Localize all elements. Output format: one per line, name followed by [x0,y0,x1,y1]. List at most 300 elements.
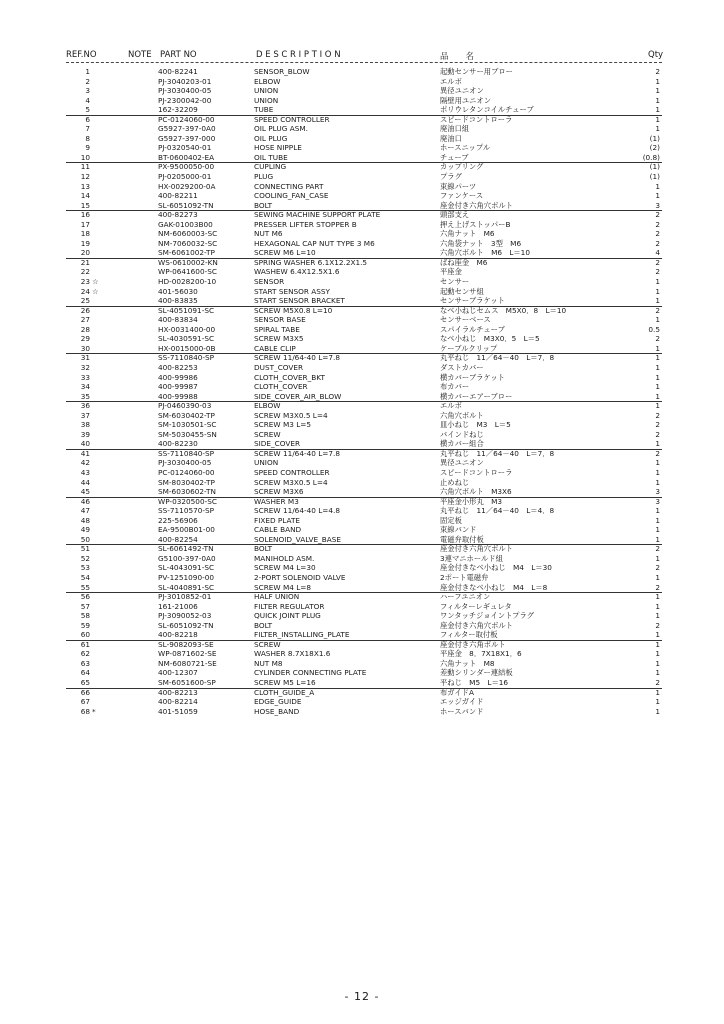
cell-jp-name: 座金付き六角穴ボルト [440,544,513,554]
table-row [0,697,724,707]
cell-description: CABLE BAND [254,525,302,535]
cell-ref-no: 32 [80,362,90,372]
cell-jp-name: 座金付きなべ小ねじ M4 L＝30 [440,563,552,573]
cell-quantity: 2 [655,410,660,420]
cell-description: SCREW [254,429,281,439]
cell-quantity: 1 [655,277,660,287]
cell-jp-name: 電磁弁取付板 [440,534,484,544]
cell-part-no: SL-6051092-TN [158,620,214,630]
cell-part-no: 400-12307 [158,668,198,678]
cell-ref-no: 68 [80,706,90,716]
cell-description: HALF UNION [254,592,300,602]
cell-part-no: PJ-0460390-03 [158,401,212,411]
cell-part-no: 400-83834 [158,315,198,325]
table-row [0,172,724,182]
cell-jp-name: 丸平ねじ 11／64－40 L＝7．8 [440,353,555,363]
cell-description: NUT M8 [254,658,283,668]
cell-ref-no: 5 [85,105,90,115]
cell-jp-name: フィルターレギュレタ [440,601,512,611]
cell-jp-name: スパイラルチューブ [440,324,505,334]
cell-quantity: (2) [649,143,660,153]
cell-ref-no: 9 [85,143,90,153]
cell-part-no: 400-82214 [158,697,198,707]
cell-ref-no: 56 [80,592,90,602]
cell-description: UNION [254,86,279,96]
cell-description: SPEED CONTROLLER [254,114,330,124]
cell-jp-name: 六角ナット M6 [440,229,495,239]
header-description: D E S C R I P T I O N [256,50,341,60]
cell-part-no: PJ-3040203-01 [158,76,212,86]
cell-ref-no: 54 [80,572,90,582]
header-ref-no: REF.NO [66,50,97,60]
cell-ref-no: 47 [80,506,90,516]
table-row [0,277,724,287]
cell-jp-name: 異径ユニオン [440,86,484,96]
table-row [0,478,724,488]
table-row [0,611,724,621]
cell-jp-name: 六角穴ボルト [440,410,484,420]
header-qty: Qty [648,50,664,60]
cell-ref-no: 44 [80,477,90,487]
cell-part-no: G5927-397-000 [158,133,216,143]
cell-part-no: PJ-3030400-05 [158,86,212,96]
cell-ref-no: 39 [80,429,90,439]
cell-quantity: 2 [655,219,660,229]
cell-part-no: WP-0871602-SE [158,649,217,659]
table-row [0,153,724,163]
cell-part-no: PJ-3030400-05 [158,458,212,468]
cell-part-no: 401-56030 [158,286,198,296]
cell-ref-no: 10 [80,152,90,162]
cell-jp-name: ファンケース [440,191,484,201]
table-row [0,373,724,383]
cell-description: SIDE_COVER_AIR_BLOW [254,391,342,401]
cell-ref-no: 31 [80,353,90,363]
cell-jp-name: 六角袋ナット 3型 M6 [440,238,522,248]
cell-part-no: GAK-01003B00 [158,219,213,229]
table-row [0,668,724,678]
cell-jp-name: ケーブルクリップ [440,343,498,353]
cell-jp-name: ホースニップル [440,143,491,153]
cell-quantity: 3 [655,496,660,506]
cell-part-no: G5100-397-0A0 [158,553,216,563]
cell-part-no: PJ-0320540-01 [158,143,212,153]
cell-description: EDGE_GUIDE [254,697,302,707]
cell-description: PLUG [254,172,274,182]
cell-description: SCREW M6 L=10 [254,248,316,258]
cell-quantity: 1 [655,467,660,477]
cell-description: SCREW 11/64-40 L=7.8 [254,448,340,458]
cell-ref-no: 61 [80,639,90,649]
cell-ref-no: 23 [80,277,90,287]
cell-jp-name: ばね座金 M6 [440,257,488,267]
cell-quantity: 1 [655,124,660,134]
cell-ref-no: 12 [80,172,90,182]
table-row [0,239,724,249]
cell-jp-name: 布ガイドA [440,687,474,697]
cell-description: TUBE [254,105,274,115]
cell-description: CONNECTING PART [254,181,324,191]
cell-quantity: 2 [655,448,660,458]
cell-quantity: 1 [655,343,660,353]
cell-jp-name: ハーフユニオン [440,592,491,602]
cell-quantity: 1 [655,439,660,449]
cell-ref-no: 45 [80,487,90,497]
cell-description: CLOTH_GUIDE_A [254,687,315,697]
cell-quantity: 1 [655,181,660,191]
cell-note-mark: ☆ [92,286,99,296]
cell-part-no: 400-82213 [158,687,198,697]
cell-ref-no: 42 [80,458,90,468]
cell-quantity: 1 [655,114,660,124]
cell-quantity: 1 [655,191,660,201]
cell-description: SCREW M3X5 [254,334,304,344]
cell-jp-name: 頭部支え [440,210,470,220]
cell-ref-no: 8 [85,133,90,143]
cell-jp-name: 2ポート電磁弁 [440,572,489,582]
cell-quantity: 2 [655,305,660,315]
cell-jp-name: 平座金 8．7X18X1．6 [440,649,522,659]
cell-ref-no: 13 [80,181,90,191]
cell-description: PRESSER LIFTER STOPPER B [254,219,357,229]
cell-description: FILTER REGULATOR [254,601,325,611]
cell-part-no: HX-0031400-00 [158,324,216,334]
cell-description: ELBOW [254,76,281,86]
cell-part-no: PJ-0205000-01 [158,172,212,182]
cell-description: SPIRAL TABE [254,324,300,334]
cell-part-no: NM-7060032-SC [158,238,218,248]
cell-quantity: 2 [655,582,660,592]
table-row [0,182,724,192]
cell-ref-no: 3 [85,86,90,96]
cell-ref-no: 40 [80,439,90,449]
cell-jp-name: センサーベース [440,315,491,325]
cell-quantity: 1 [655,553,660,563]
cell-part-no: 400-82211 [158,191,198,201]
cell-quantity: 2 [655,67,660,76]
cell-jp-name: エルボ [440,401,462,411]
cell-quantity: 1 [655,630,660,640]
cell-jp-name: 平座金小形丸 M3 [440,496,503,506]
table-row [0,592,724,602]
cell-quantity: 1 [655,401,660,411]
cell-ref-no: 18 [80,229,90,239]
cell-quantity: 1 [655,105,660,115]
cell-jp-name: チューブ [440,152,469,162]
cell-quantity: 1 [655,687,660,697]
cell-ref-no: 19 [80,238,90,248]
table-row [0,86,724,96]
cell-description: UNION [254,95,279,105]
cell-ref-no: 16 [80,210,90,220]
cell-ref-no: 46 [80,496,90,506]
cell-part-no: 162-32209 [158,105,198,115]
table-row [0,363,724,373]
cell-jp-name: 丸平ねじ 11／64－40 L＝4．8 [440,506,555,516]
cell-description: CLOTH_COVER_BKT [254,372,325,382]
cell-description: SENSOR_BLOW [254,67,310,76]
cell-ref-no: 26 [80,305,90,315]
cell-part-no: PJ-3010852-01 [158,592,212,602]
table-row [0,544,724,554]
cell-quantity: 1 [655,697,660,707]
cell-quantity: 1 [655,391,660,401]
cell-quantity: 2 [655,620,660,630]
cell-quantity: 1 [655,592,660,602]
cell-description: SCREW M3X0.5 L=4 [254,410,328,420]
cell-quantity: 2 [655,210,660,220]
table-row [0,563,724,573]
cell-part-no: WP-0641600-SC [158,267,217,277]
table-row [0,659,724,669]
cell-jp-name: なべ小ねじセムス M5X0．8 L＝10 [440,305,567,315]
cell-description: FILTER_INSTALLING_PLATE [254,630,350,640]
cell-quantity: 1 [655,658,660,668]
cell-part-no: 400-82254 [158,534,198,544]
cell-quantity: 1 [655,95,660,105]
table-row [0,124,724,134]
table-row [0,344,724,354]
table-row [0,162,724,172]
cell-ref-no: 22 [80,267,90,277]
cell-quantity: 1 [655,315,660,325]
cell-quantity: 1 [655,353,660,363]
cell-description: START SENSOR BRACKET [254,296,345,306]
cell-part-no: PC-0124060-00 [158,467,215,477]
cell-jp-name: 丸平ねじ 11／64－40 L＝7．8 [440,448,555,458]
cell-ref-no: 20 [80,248,90,258]
cell-jp-name: 皿小ねじ M3 L＝5 [440,420,511,430]
cell-description: OIL TUBE [254,152,288,162]
cell-ref-no: 29 [80,334,90,344]
cell-ref-no: 41 [80,448,90,458]
cell-quantity: 2 [655,563,660,573]
table-row [0,602,724,612]
cell-ref-no: 4 [85,95,90,105]
cell-description: SCREW 11/64-40 L=4.8 [254,506,340,516]
cell-jp-name: 隔壁用ユニオン [440,95,492,105]
cell-quantity: 1 [655,611,660,621]
table-row [0,143,724,153]
cell-jp-name: 廃油口 [440,133,462,143]
cell-note-mark: * [92,706,96,716]
cell-quantity: 3 [655,487,660,497]
cell-description: SCREW M3 L=5 [254,420,312,430]
cell-description: SENSOR BASE [254,315,306,325]
cell-jp-name: 起動センサ組 [440,286,484,296]
cell-ref-no: 55 [80,582,90,592]
cell-quantity: 1 [655,372,660,382]
cell-part-no: NM-6060003-SC [158,229,218,239]
cell-ref-no: 49 [80,525,90,535]
cell-ref-no: 1 [85,67,90,76]
cell-jp-name: 横カバー組合 [440,439,484,449]
cell-description: SENSOR [254,277,285,287]
table-row [0,573,724,583]
cell-jp-name: 束線バンド [440,525,477,535]
cell-description: SCREW M3X6 [254,487,304,497]
cell-part-no: SL-4043091-SC [158,563,215,573]
cell-jp-name: ポリウレタンコイルチューブ [440,105,534,115]
cell-part-no: 400-83835 [158,296,198,306]
cell-ref-no: 43 [80,467,90,477]
cell-quantity: 1 [655,601,660,611]
cell-part-no: SS-7110840-SP [158,448,215,458]
table-row [0,649,724,659]
table-row [0,554,724,564]
cell-jp-name: ワンタッチジョイントプラグ [440,611,535,621]
cell-part-no: SM-1030501-SC [158,420,217,430]
cell-description: SCREW M4 L=8 [254,582,312,592]
table-row [0,392,724,402]
cell-part-no: SL-4040891-SC [158,582,215,592]
cell-description: OIL PLUG [254,133,288,143]
page-number: - 12 - [344,990,380,1003]
cell-quantity: 1 [655,525,660,535]
cell-ref-no: 21 [80,257,90,267]
cell-jp-name: 廃油口組 [440,124,470,134]
table-row [0,468,724,478]
cell-jp-name: なべ小ねじ M3X0．5 L＝5 [440,334,540,344]
cell-part-no: 401-51059 [158,706,198,716]
cell-jp-name: バインドねじ [440,429,484,439]
cell-jp-name: 座金付き六角穴ボルト [440,620,513,630]
cell-quantity: (1) [649,172,660,182]
cell-part-no: SL-9082093-SE [158,639,214,649]
cell-ref-no: 60 [80,630,90,640]
cell-part-no: WP-0320500-SC [158,496,217,506]
cell-ref-no: 17 [80,219,90,229]
cell-ref-no: 34 [80,382,90,392]
cell-part-no: HD-0028200-10 [158,277,217,287]
table-row [0,583,724,593]
cell-part-no: 400-82230 [158,439,198,449]
cell-ref-no: 58 [80,611,90,621]
cell-description: FIXED PLATE [254,515,301,525]
cell-ref-no: 57 [80,601,90,611]
cell-part-no: WS-0610002-KN [158,257,218,267]
cell-jp-name: 座金付き六角ボルト [440,639,506,649]
cell-jp-name: 横カバーエアーブロー [440,391,513,401]
table-row [0,134,724,144]
cell-description: SCREW M5X0.8 L=10 [254,305,333,315]
cell-description: SOLENOID_VALVE_BASE [254,534,341,544]
table-row [0,458,724,468]
cell-quantity: 2 [655,334,660,344]
cell-quantity: 1 [655,506,660,516]
cell-jp-name: フィルター取付板 [440,630,498,640]
cell-jp-name: センサーブラケット [440,296,505,306]
cell-jp-name: ホースバンド [440,706,484,716]
cell-description: HOSE_BAND [254,706,300,716]
cell-description: SCREW M3X0.5 L=4 [254,477,328,487]
table-row [0,315,724,325]
cell-quantity: 4 [655,248,660,258]
cell-jp-name: プラグ [440,172,462,182]
table-row [0,201,724,211]
cell-quantity: 2 [655,429,660,439]
cell-jp-name: 止めねじ [440,477,470,487]
cell-description: WASHER 8.7X18X1.6 [254,649,331,659]
cell-ref-no: 27 [80,315,90,325]
cell-part-no: 161-21006 [158,601,198,611]
cell-part-no: SM-6061002-TP [158,248,215,258]
cell-ref-no: 30 [80,343,90,353]
cell-part-no: HX-0015000-0B [158,343,216,353]
cell-jp-name: 六角穴ボルト M6 L＝10 [440,248,530,258]
cell-description: HOSE NIPPLE [254,143,302,153]
cell-ref-no: 38 [80,420,90,430]
table-row [0,535,724,545]
cell-jp-name: 座金付きなべ小ねじ M4 L＝8 [440,582,548,592]
cell-part-no: PX-9500050-00 [158,162,215,172]
table-row [0,258,724,268]
cell-part-no: SS-7110570-SP [158,506,215,516]
cell-description: BOLT [254,544,273,554]
cell-part-no: PV-1251090-00 [158,572,215,582]
table-row [0,287,724,297]
table-row [0,267,724,277]
cell-description: SIDE_COVER [254,439,301,449]
cell-jp-name: 束線パーツ [440,181,477,191]
cell-part-no: PC-0124060-00 [158,114,215,124]
cell-part-no: SL-6051092-TN [158,200,214,210]
table-row [0,296,724,306]
cell-part-no: BT-0600402-EA [158,152,215,162]
table-row [0,115,724,125]
cell-quantity: 2 [655,229,660,239]
cell-description: 2-PORT SOLENOID VALVE [254,572,346,582]
cell-ref-no: 59 [80,620,90,630]
cell-part-no: PJ-2300042-00 [158,95,212,105]
cell-ref-no: 25 [80,296,90,306]
cell-description: CLOTH_COVER [254,382,308,392]
cell-quantity: (1) [649,162,660,172]
cell-quantity: 2 [655,257,660,267]
cell-jp-name: 座金付き六角穴ボルト [440,200,513,210]
cell-ref-no: 67 [80,697,90,707]
cell-ref-no: 6 [85,114,90,124]
cell-quantity: 1 [655,572,660,582]
table-row [0,525,724,535]
cell-ref-no: 7 [85,124,90,134]
header-jp-name: 品 名 [440,52,475,62]
cell-quantity: 1 [655,362,660,372]
cell-description: SCREW M5 L=16 [254,678,316,687]
cell-jp-name: 押え上げストッパーB [440,219,511,229]
cell-description: SCREW [254,639,281,649]
cell-jp-name: 六角穴ボルト M3X6 [440,487,512,497]
cell-ref-no: 51 [80,544,90,554]
cell-ref-no: 24 [80,286,90,296]
cell-quantity: 1 [655,458,660,468]
cell-description: CUPLING [254,162,287,172]
cell-description: CYLINDER CONNECTING PLATE [254,668,367,678]
table-row [0,516,724,526]
cell-quantity: 1 [655,296,660,306]
table-row [0,220,724,230]
cell-quantity: 0.5 [648,324,660,334]
column-header [0,48,724,62]
cell-part-no: 400-82241 [158,67,198,76]
cell-ref-no: 37 [80,410,90,420]
table-row [0,248,724,258]
cell-description: BOLT [254,620,273,630]
cell-ref-no: 11 [80,162,90,172]
table-row [0,506,724,516]
cell-quantity: 2 [655,267,660,277]
table-row [0,487,724,497]
